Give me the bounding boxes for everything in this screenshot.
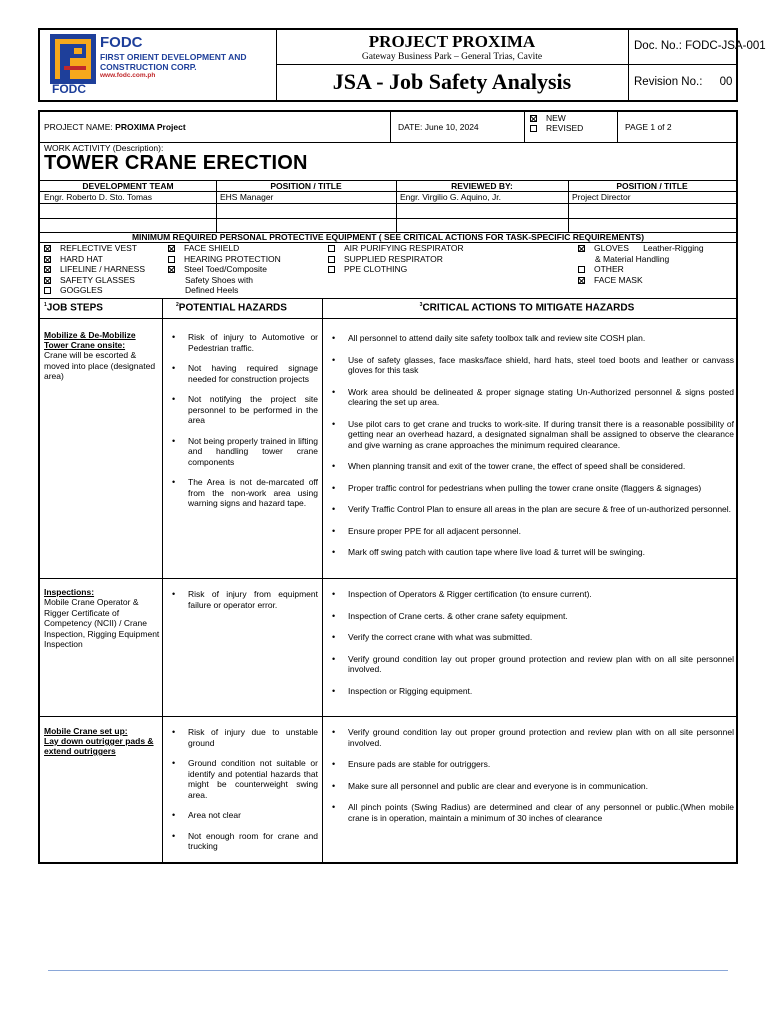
ppe-label: PPE CLOTHING <box>344 264 408 274</box>
action-item: • All personnel to attend daily site safety toolbox talk and review site COSH plan. <box>326 333 734 344</box>
ppe-label: OTHER <box>594 264 624 274</box>
hazard-item: • Not enough room for crane and trucking <box>166 831 318 852</box>
team-header-pos1: POSITION / TITLE <box>270 181 342 191</box>
action-item: • Inspection of Operators & Rigger certification (to ensure current). <box>326 589 734 600</box>
ppe-air-purifying-respirator[interactable] <box>328 243 568 254</box>
action-item: • Inspection of Crane certs. & other crane safety equipment. <box>326 611 734 622</box>
date-value: June 10, 2024 <box>424 122 479 132</box>
header-title-block <box>276 30 629 100</box>
hazards-2 <box>166 589 318 610</box>
hazard-item: • Risk of injury to Automotive or Pedestrian traffic. <box>166 332 318 353</box>
ppe-label: GOGGLES <box>60 285 103 295</box>
revision-number <box>628 64 736 88</box>
status-revised[interactable] <box>530 123 610 133</box>
ppe-label: SUPPLIED RESPIRATOR <box>344 253 443 264</box>
status-revised-label: REVISED <box>546 123 584 133</box>
job-step-description: Mobile Crane Operator & Rigger Certificate of Competency (NCII) / Crane Inspection, Rigging Equipment Inspection <box>44 597 160 649</box>
job-step-2 <box>44 587 160 650</box>
date-field <box>398 122 518 132</box>
status-new[interactable] <box>530 113 610 123</box>
checkbox-icon <box>168 256 175 263</box>
checkbox-icon <box>44 266 51 273</box>
status-field <box>530 113 610 133</box>
ppe-face-mask[interactable] <box>578 275 734 286</box>
ppe-reflective-vest[interactable] <box>44 243 168 254</box>
ppe-column-3 <box>328 243 568 275</box>
actions-2 <box>326 589 734 696</box>
company-logo <box>40 30 277 100</box>
col-header-hazards <box>176 302 326 313</box>
revision-value: 00 <box>719 76 733 88</box>
ppe-label: FACE SHIELD <box>184 243 240 253</box>
logo-brand-small: FODC <box>52 82 86 96</box>
action-item: • Use pilot cars to get crane and trucks to work-site. If during transit there is a reasonable possibility of getting near an overhead hazard, a designated signalman shall be assigned to observe the clearance and give warning as crane approaches the minimum required clearance. <box>326 419 734 451</box>
job-step-title: Mobilize & De-Mobilize <box>44 330 136 340</box>
ppe-label: FACE MASK <box>594 274 643 285</box>
action-item: • When planning transit and exit of the tower crane, the effect of speed shall be considered. <box>326 461 734 472</box>
logo-brand: FODC <box>100 34 143 51</box>
action-item: • Ensure pads are stable for outriggers. <box>326 759 734 770</box>
action-item: • Ensure proper PPE for all adjacent personnel. <box>326 526 734 537</box>
action-item: • Verify Traffic Control Plan to ensure all areas in the plan are secure & free of un-authorized personnel. <box>326 504 734 515</box>
team-header-pos2: POSITION / TITLE <box>616 181 688 191</box>
job-step-subtitle: Tower Crane onsite: <box>44 340 126 350</box>
checkbox-icon <box>328 245 335 252</box>
checkbox-icon <box>168 266 175 273</box>
hazards-3 <box>166 727 318 852</box>
actions-1 <box>326 333 734 558</box>
ppe-steel-toed[interactable] <box>168 264 324 275</box>
project-title: PROJECT PROXIMA <box>368 32 536 51</box>
checkbox-icon <box>530 115 537 122</box>
footer-divider <box>48 970 728 971</box>
hazard-item: • Not having required signage needed for construction projects <box>166 363 318 384</box>
work-activity-title: TOWER CRANE ERECTION <box>44 152 308 174</box>
ppe-steel-toed-cont2: Defined Heels <box>185 285 239 295</box>
ppe-label: AIR PURIFYING RESPIRATOR <box>344 243 464 253</box>
job-step-title: Mobile Crane set up: <box>44 726 128 736</box>
ppe-gloves-cont: & Material Handling <box>595 253 670 264</box>
action-item: • Proper traffic control for pedestrians when pulling the tower crane onsite (flaggers & signages) <box>326 483 734 494</box>
col-header-job-steps <box>44 302 162 313</box>
col-header-job-steps-num: 1 <box>44 302 47 308</box>
page-indicator: PAGE 1 of 2 <box>625 122 672 132</box>
ppe-face-shield[interactable] <box>168 243 324 254</box>
hazard-item: • Area not clear <box>166 810 318 821</box>
action-item: • Make sure all personnel and public are clear and everyone is in communication. <box>326 781 734 792</box>
fodc-logo-icon <box>50 34 96 84</box>
ppe-safety-glasses[interactable] <box>44 275 168 286</box>
job-step-subtitle: Lay down outrigger pads & extend outriggers <box>44 736 154 756</box>
ppe-heading: MINIMUM REQUIRED PERSONAL PROTECTIVE EQUIPMENT ( SEE CRITICAL ACTIONS FOR TASK-SPECIFIC REQUIREMENTS) <box>131 232 645 242</box>
ppe-hearing-protection[interactable] <box>168 254 324 265</box>
date-label: DATE: <box>398 122 423 132</box>
team-reviewer-position: Project Director <box>572 192 631 202</box>
logo-company-line1: FIRST ORIENT DEVELOPMENT AND <box>100 52 247 62</box>
action-item: • Verify ground condition lay out proper ground protection and review plan with on all site personnel involved. <box>326 727 734 748</box>
checkbox-icon <box>328 256 335 263</box>
hazard-item: • Not notifying the project site personnel to be performed in the area <box>166 394 318 426</box>
ppe-column-2 <box>168 243 324 296</box>
ppe-other[interactable] <box>578 264 734 275</box>
job-step-title: Inspections: <box>44 587 95 597</box>
document-header <box>38 28 766 102</box>
checkbox-icon <box>530 125 537 132</box>
team-header-reviewed: REVIEWED BY: <box>451 181 513 191</box>
checkbox-icon <box>578 245 585 252</box>
hazard-item: • Risk of injury from equipment failure or operator error. <box>166 589 318 610</box>
ppe-label: GLOVES Leather-Rigging <box>594 243 704 253</box>
ppe-steel-toed-cont1: Safety Shoes with <box>185 274 254 285</box>
job-step-1 <box>44 330 160 382</box>
revision-label: Revision No.: <box>634 76 703 88</box>
ppe-hard-hat[interactable] <box>44 254 168 265</box>
ppe-clothing[interactable] <box>328 264 568 275</box>
col-header-actions-label: CRITICAL ACTIONS TO MITIGATE HAZARDS <box>422 302 635 314</box>
actions-3 <box>326 727 734 823</box>
project-name-field <box>44 122 384 132</box>
doc-info-block <box>628 30 766 100</box>
col-header-job-steps-label: JOB STEPS <box>46 302 103 314</box>
action-item: • Inspection or Rigging equipment. <box>326 686 734 697</box>
checkbox-icon <box>328 266 335 273</box>
action-item: • Work area should be delineated & proper signage stating Un-Authorized personnel & signs posted clearing the set up area. <box>326 387 734 408</box>
team-dev-position: EHS Manager <box>220 192 274 202</box>
col-header-hazards-num: 2 <box>176 302 179 308</box>
action-item: • Verify the correct crane with what was submitted. <box>326 632 734 643</box>
logo-company-line2: CONSTRUCTION CORP. <box>100 62 197 72</box>
checkbox-icon <box>578 277 585 284</box>
hazard-item: • Ground condition not suitable or identify and potential hazards that might be counterweight swing area. <box>166 758 318 800</box>
job-step-3 <box>44 726 160 756</box>
ppe-goggles[interactable] <box>44 285 168 296</box>
ppe-label: SAFETY GLASSES <box>60 274 135 285</box>
ppe-column-1 <box>44 243 168 296</box>
ppe-supplied-respirator[interactable] <box>328 254 568 265</box>
ppe-label: Steel Toed/Composite <box>184 264 268 274</box>
doc-number-label: Doc. No.: <box>634 40 682 52</box>
action-item: • Verify ground condition lay out proper ground protection and review plan with on all site personnel involved. <box>326 654 734 675</box>
action-item: • Mark off swing patch with caution tape where live load & turret will be swinging. <box>326 547 734 558</box>
work-activity-label: WORK ACTIVITY (Description): <box>44 143 164 153</box>
ppe-label: REFLECTIVE VEST <box>60 243 137 253</box>
project-location: Gateway Business Park – General Trias, Cavite <box>361 52 543 62</box>
checkbox-icon <box>578 266 585 273</box>
hazard-item: • Not being properly trained in lifting and handling tower crane components <box>166 436 318 468</box>
action-item: • All pinch points (Swing Radius) are determined and clear of any personnel or public.(When mobile crane is in operation, maintain a minimum of 30 inches of clearance <box>326 802 734 823</box>
doc-number-value: FODC-JSA-001 <box>685 40 766 52</box>
checkbox-icon <box>44 287 51 294</box>
col-header-actions-num: 3 <box>419 302 423 308</box>
jsa-form <box>38 110 738 864</box>
document-title: JSA - Job Safety Analysis <box>332 69 572 94</box>
status-new-label: NEW <box>546 113 566 123</box>
project-name-value: PROXIMA Project <box>115 122 186 132</box>
checkbox-icon <box>168 245 175 252</box>
hazards-1 <box>166 332 318 509</box>
col-header-hazards-label: POTENTIAL HAZARDS <box>178 302 287 314</box>
checkbox-icon <box>44 277 51 284</box>
ppe-gloves[interactable] <box>578 243 734 254</box>
action-item: • Use of safety glasses, face masks/face shield, hard hats, steel toed boots and leather or canvass gloves for this task <box>326 355 734 376</box>
team-reviewer-name: Engr. Virgilio G. Aquino, Jr. <box>400 192 501 202</box>
checkbox-icon <box>44 245 51 252</box>
hazard-item: • Risk of injury due to unstable ground <box>166 727 318 748</box>
logo-url: www.fodc.com.ph <box>100 72 156 79</box>
ppe-label: LIFELINE / HARNESS <box>60 264 146 274</box>
col-header-actions <box>322 302 732 313</box>
ppe-label: HARD HAT <box>60 253 103 264</box>
hazard-item: • The Area is not de-marcated off from the non-work area using warning signs and hazard tape. <box>166 477 318 509</box>
ppe-lifeline[interactable] <box>44 264 168 275</box>
checkbox-icon <box>44 256 51 263</box>
team-header-dev: DEVELOPMENT TEAM <box>82 181 174 191</box>
team-dev-name: Engr. Roberto D. Sto. Tomas <box>44 192 153 202</box>
ppe-column-4 <box>578 243 734 285</box>
ppe-label: HEARING PROTECTION <box>184 253 281 264</box>
doc-number <box>628 30 766 52</box>
project-name-label: PROJECT NAME: <box>44 122 113 132</box>
job-step-description: Crane will be escorted & moved into place (designated area) <box>44 350 156 381</box>
